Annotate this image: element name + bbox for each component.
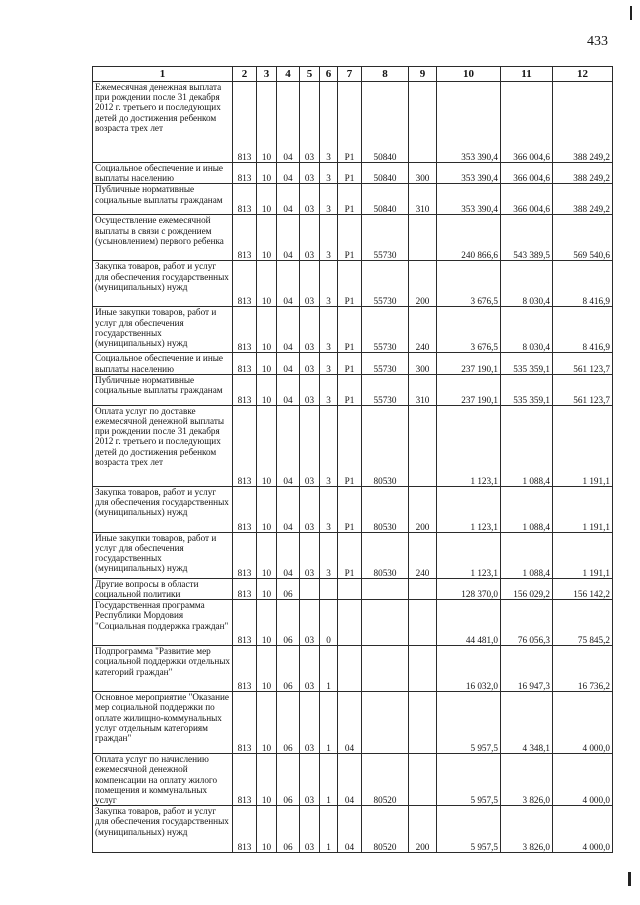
table-cell-c10: 240 866,6 — [437, 215, 501, 261]
table-row — [93, 405, 613, 486]
table-cell-c6: 1 — [320, 806, 338, 853]
table-cell-c7: P1 — [338, 532, 362, 578]
table-cell-c4: 04 — [277, 261, 300, 307]
table-cell-c12: 388 249,2 — [553, 82, 613, 163]
table-cell-c9 — [409, 578, 437, 599]
table-cell-c2: 813 — [233, 82, 257, 163]
table-cell-c2: 813 — [233, 184, 257, 215]
table-cell-c2: 813 — [233, 261, 257, 307]
column-header: 7 — [338, 67, 362, 82]
column-header: 6 — [320, 67, 338, 82]
table-cell-c7: P1 — [338, 374, 362, 405]
table-row — [93, 374, 613, 405]
table-cell-c6: 0 — [320, 600, 338, 646]
row-name-cell: Закупка товаров, работ и услуг для обеспечения государственных (муниципальных) нужд — [93, 806, 233, 853]
row-name-cell: Государственная программа Республики Мордовия "Социальная поддержка граждан" — [93, 600, 233, 646]
table-cell-c10: 1 123,1 — [437, 405, 501, 486]
table-cell-c4: 04 — [277, 405, 300, 486]
table-cell-c4: 04 — [277, 374, 300, 405]
table-row — [93, 82, 613, 163]
table-cell-c6: 3 — [320, 353, 338, 374]
table-row — [93, 646, 613, 692]
table-cell-c3: 10 — [257, 532, 277, 578]
table-cell-c11: 4 348,1 — [501, 692, 553, 754]
table-cell-c10: 237 190,1 — [437, 374, 501, 405]
column-header: 1 — [93, 67, 233, 82]
table-cell-c11: 366 004,6 — [501, 163, 553, 184]
table-cell-c11: 366 004,6 — [501, 184, 553, 215]
table-cell-c6: 3 — [320, 184, 338, 215]
table-cell-c6: 3 — [320, 307, 338, 353]
table-cell-c11: 8 030,4 — [501, 261, 553, 307]
table-row — [93, 163, 613, 184]
table-cell-c5: 03 — [300, 692, 320, 754]
column-header: 11 — [501, 67, 553, 82]
table-cell-c9 — [409, 82, 437, 163]
table-cell-c4: 06 — [277, 646, 300, 692]
table-cell-c9: 200 — [409, 806, 437, 853]
table-cell-c4: 06 — [277, 806, 300, 853]
table-row — [93, 532, 613, 578]
table-cell-c6: 1 — [320, 646, 338, 692]
table-cell-c12: 561 123,7 — [553, 353, 613, 374]
table-cell-c3: 10 — [257, 82, 277, 163]
table-cell-c4: 04 — [277, 82, 300, 163]
table-cell-c2: 813 — [233, 486, 257, 532]
row-name-cell: Публичные нормативные социальные выплаты гражданам — [93, 374, 233, 405]
row-name-cell: Другие вопросы в области социальной политики — [93, 578, 233, 599]
table-cell-c8: 50840 — [362, 184, 409, 215]
table-cell-c4: 04 — [277, 532, 300, 578]
table-cell-c3: 10 — [257, 405, 277, 486]
table-cell-c8: 80530 — [362, 532, 409, 578]
table-cell-c12: 4 000,0 — [553, 692, 613, 754]
table-cell-c9: 240 — [409, 532, 437, 578]
table-cell-c7 — [338, 646, 362, 692]
table-cell-c9: 240 — [409, 307, 437, 353]
table-cell-c6: 3 — [320, 163, 338, 184]
table-cell-c7: P1 — [338, 307, 362, 353]
column-header: 8 — [362, 67, 409, 82]
table-cell-c10: 5 957,5 — [437, 692, 501, 754]
scan-edge-mark — [628, 872, 631, 886]
table-cell-c3: 10 — [257, 486, 277, 532]
table-cell-c11: 1 088,4 — [501, 405, 553, 486]
table-cell-c8: 80530 — [362, 486, 409, 532]
scan-edge-mark — [630, 6, 632, 20]
row-name-cell: Закупка товаров, работ и услуг для обеспечения государственных (муниципальных) нужд — [93, 261, 233, 307]
table-cell-c5: 03 — [300, 261, 320, 307]
table-body — [93, 82, 613, 853]
table-cell-c10: 5 957,5 — [437, 806, 501, 853]
table-cell-c5: 03 — [300, 486, 320, 532]
table-cell-c3: 10 — [257, 646, 277, 692]
table-cell-c5: 03 — [300, 405, 320, 486]
table-cell-c2: 813 — [233, 405, 257, 486]
table-cell-c8 — [362, 646, 409, 692]
table-cell-c12: 1 191,1 — [553, 532, 613, 578]
table-cell-c11: 543 389,5 — [501, 215, 553, 261]
table-cell-c12: 75 845,2 — [553, 600, 613, 646]
row-name-cell: Подпрограмма "Развитие мер социальной поддержки отдельных категорий граждан" — [93, 646, 233, 692]
table-cell-c4: 04 — [277, 353, 300, 374]
table-cell-c6: 3 — [320, 486, 338, 532]
table-cell-c12: 388 249,2 — [553, 184, 613, 215]
table-row — [93, 261, 613, 307]
table-cell-c8: 55730 — [362, 307, 409, 353]
table-cell-c9: 200 — [409, 486, 437, 532]
table-cell-c11: 16 947,3 — [501, 646, 553, 692]
table-row — [93, 600, 613, 646]
table-cell-c5: 03 — [300, 754, 320, 806]
table-cell-c4: 04 — [277, 184, 300, 215]
table-cell-c11: 535 359,1 — [501, 374, 553, 405]
table-cell-c5: 03 — [300, 163, 320, 184]
table-cell-c7 — [338, 600, 362, 646]
table-cell-c8: 55730 — [362, 261, 409, 307]
table-cell-c2: 813 — [233, 578, 257, 599]
table-cell-c8: 55730 — [362, 353, 409, 374]
table-cell-c7: 04 — [338, 754, 362, 806]
table-cell-c5: 03 — [300, 307, 320, 353]
table-cell-c7: P1 — [338, 163, 362, 184]
table-cell-c3: 10 — [257, 754, 277, 806]
table-cell-c10: 353 390,4 — [437, 184, 501, 215]
row-name-cell: Публичные нормативные социальные выплаты гражданам — [93, 184, 233, 215]
table-cell-c10: 237 190,1 — [437, 353, 501, 374]
table-row — [93, 806, 613, 853]
table-cell-c5: 03 — [300, 82, 320, 163]
table-cell-c4: 04 — [277, 486, 300, 532]
table-cell-c7: P1 — [338, 261, 362, 307]
table-cell-c2: 813 — [233, 646, 257, 692]
table-cell-c6: 3 — [320, 532, 338, 578]
table-cell-c5 — [300, 578, 320, 599]
table-cell-c7 — [338, 578, 362, 599]
table-row — [93, 486, 613, 532]
table-cell-c2: 813 — [233, 806, 257, 853]
table-cell-c5: 03 — [300, 600, 320, 646]
table-cell-c12: 156 142,2 — [553, 578, 613, 599]
table-cell-c2: 813 — [233, 163, 257, 184]
table-cell-c3: 10 — [257, 578, 277, 599]
table-cell-c7: P1 — [338, 353, 362, 374]
table-cell-c7: P1 — [338, 405, 362, 486]
table-row — [93, 578, 613, 599]
table-cell-c8: 80520 — [362, 806, 409, 853]
table-cell-c5: 03 — [300, 646, 320, 692]
table-cell-c12: 8 416,9 — [553, 261, 613, 307]
table-row — [93, 754, 613, 806]
table-cell-c7: P1 — [338, 82, 362, 163]
budget-table — [92, 66, 613, 853]
table-cell-c8: 55730 — [362, 215, 409, 261]
table-cell-c2: 813 — [233, 374, 257, 405]
table-cell-c5: 03 — [300, 374, 320, 405]
table-cell-c3: 10 — [257, 374, 277, 405]
table-cell-c4: 06 — [277, 578, 300, 599]
table-cell-c3: 10 — [257, 353, 277, 374]
table-cell-c3: 10 — [257, 600, 277, 646]
table-cell-c8 — [362, 692, 409, 754]
table-cell-c8: 55730 — [362, 374, 409, 405]
table-row — [93, 184, 613, 215]
table-cell-c7: 04 — [338, 692, 362, 754]
table-cell-c10: 353 390,4 — [437, 82, 501, 163]
table-cell-c7: P1 — [338, 486, 362, 532]
table-cell-c10: 1 123,1 — [437, 532, 501, 578]
table-cell-c8: 50840 — [362, 82, 409, 163]
table-cell-c4: 06 — [277, 600, 300, 646]
table-row — [93, 353, 613, 374]
table-header-row — [93, 67, 613, 82]
table-cell-c8: 80530 — [362, 405, 409, 486]
table-cell-c9 — [409, 692, 437, 754]
row-name-cell: Ежемесячная денежная выплата при рождении после 31 декабря 2012 г. третьего и последующих детей до достижения ребенком возраста трех лет — [93, 82, 233, 163]
table-cell-c9: 310 — [409, 184, 437, 215]
table-cell-c2: 813 — [233, 692, 257, 754]
table-cell-c12: 388 249,2 — [553, 163, 613, 184]
column-header: 10 — [437, 67, 501, 82]
table-cell-c5: 03 — [300, 806, 320, 853]
row-name-cell: Закупка товаров, работ и услуг для обеспечения государственных (муниципальных) нужд — [93, 486, 233, 532]
column-header: 12 — [553, 67, 613, 82]
row-name-cell: Иные закупки товаров, работ и услуг для обеспечения государственных (муниципальных) нужд — [93, 307, 233, 353]
table-cell-c11: 1 088,4 — [501, 486, 553, 532]
table-cell-c6: 3 — [320, 374, 338, 405]
column-header: 3 — [257, 67, 277, 82]
table-cell-c4: 04 — [277, 215, 300, 261]
table-cell-c4: 04 — [277, 307, 300, 353]
row-name-cell: Осуществление ежемесячной выплаты в связи с рождением (усыновлением) первого ребенка — [93, 215, 233, 261]
table-cell-c5: 03 — [300, 184, 320, 215]
table-cell-c8: 80520 — [362, 754, 409, 806]
table-cell-c9: 310 — [409, 374, 437, 405]
table-cell-c6: 1 — [320, 692, 338, 754]
table-cell-c11: 1 088,4 — [501, 532, 553, 578]
table-cell-c10: 44 481,0 — [437, 600, 501, 646]
table-cell-c12: 1 191,1 — [553, 405, 613, 486]
table-cell-c2: 813 — [233, 353, 257, 374]
table-cell-c11: 535 359,1 — [501, 353, 553, 374]
table-cell-c5: 03 — [300, 353, 320, 374]
table-cell-c7: P1 — [338, 184, 362, 215]
table-cell-c10: 3 676,5 — [437, 261, 501, 307]
table-cell-c10: 16 032,0 — [437, 646, 501, 692]
table-cell-c6: 3 — [320, 405, 338, 486]
table-cell-c10: 1 123,1 — [437, 486, 501, 532]
table-cell-c11: 8 030,4 — [501, 307, 553, 353]
table-row — [93, 307, 613, 353]
row-name-cell: Основное мероприятие "Оказание мер социальной поддержки по оплате жилищно-коммунальных услуг отдельным категориям граждан" — [93, 692, 233, 754]
table-cell-c5: 03 — [300, 215, 320, 261]
table-row — [93, 215, 613, 261]
table-cell-c10: 5 957,5 — [437, 754, 501, 806]
table-cell-c12: 16 736,2 — [553, 646, 613, 692]
table-cell-c12: 8 416,9 — [553, 307, 613, 353]
table-cell-c9 — [409, 646, 437, 692]
table-cell-c7: P1 — [338, 215, 362, 261]
table-cell-c12: 4 000,0 — [553, 754, 613, 806]
table-cell-c3: 10 — [257, 184, 277, 215]
table-cell-c3: 10 — [257, 307, 277, 353]
table-cell-c8: 50840 — [362, 163, 409, 184]
table-cell-c9 — [409, 600, 437, 646]
column-header: 9 — [409, 67, 437, 82]
table-cell-c10: 128 370,0 — [437, 578, 501, 599]
column-header: 4 — [277, 67, 300, 82]
table-cell-c9: 300 — [409, 353, 437, 374]
row-name-cell: Иные закупки товаров, работ и услуг для обеспечения государственных (муниципальных) нужд — [93, 532, 233, 578]
table-cell-c6: 3 — [320, 261, 338, 307]
table-cell-c3: 10 — [257, 806, 277, 853]
table-cell-c8 — [362, 578, 409, 599]
table-cell-c4: 04 — [277, 163, 300, 184]
row-name-cell: Оплата услуг по доставке ежемесячной денежной выплаты при рождении после 31 декабря 2012 г. третьего и последующих детей до достижения ребенком возраста трех лет — [93, 405, 233, 486]
table-cell-c10: 3 676,5 — [437, 307, 501, 353]
table-cell-c11: 3 826,0 — [501, 754, 553, 806]
table-cell-c4: 06 — [277, 754, 300, 806]
table-cell-c12: 561 123,7 — [553, 374, 613, 405]
table-cell-c9: 300 — [409, 163, 437, 184]
table-row — [93, 692, 613, 754]
table-cell-c12: 4 000,0 — [553, 806, 613, 853]
table-cell-c11: 3 826,0 — [501, 806, 553, 853]
table-cell-c2: 813 — [233, 754, 257, 806]
table-cell-c9 — [409, 405, 437, 486]
table-cell-c8 — [362, 600, 409, 646]
row-name-cell: Социальное обеспечение и иные выплаты населению — [93, 353, 233, 374]
table-cell-c12: 1 191,1 — [553, 486, 613, 532]
table-cell-c11: 156 029,2 — [501, 578, 553, 599]
column-header: 5 — [300, 67, 320, 82]
table-cell-c3: 10 — [257, 261, 277, 307]
table-cell-c9: 200 — [409, 261, 437, 307]
table-cell-c2: 813 — [233, 307, 257, 353]
table-cell-c5: 03 — [300, 532, 320, 578]
table-cell-c12: 569 540,6 — [553, 215, 613, 261]
table-cell-c11: 76 056,3 — [501, 600, 553, 646]
table-cell-c6 — [320, 578, 338, 599]
table-cell-c3: 10 — [257, 163, 277, 184]
table-cell-c3: 10 — [257, 692, 277, 754]
table-cell-c6: 1 — [320, 754, 338, 806]
row-name-cell: Оплата услуг по начислению ежемесячной денежной компенсации на оплату жилого помещения и коммунальных услуг — [93, 754, 233, 806]
table-cell-c6: 3 — [320, 215, 338, 261]
table-cell-c2: 813 — [233, 215, 257, 261]
table-cell-c3: 10 — [257, 215, 277, 261]
table-cell-c7: 04 — [338, 806, 362, 853]
table-cell-c11: 366 004,6 — [501, 82, 553, 163]
table-cell-c2: 813 — [233, 600, 257, 646]
table-cell-c9 — [409, 754, 437, 806]
table-cell-c2: 813 — [233, 532, 257, 578]
table-cell-c9 — [409, 215, 437, 261]
table-cell-c4: 06 — [277, 692, 300, 754]
column-header: 2 — [233, 67, 257, 82]
table-cell-c6: 3 — [320, 82, 338, 163]
table-cell-c10: 353 390,4 — [437, 163, 501, 184]
row-name-cell: Социальное обеспечение и иные выплаты населению — [93, 163, 233, 184]
page-number: 433 — [587, 34, 608, 49]
